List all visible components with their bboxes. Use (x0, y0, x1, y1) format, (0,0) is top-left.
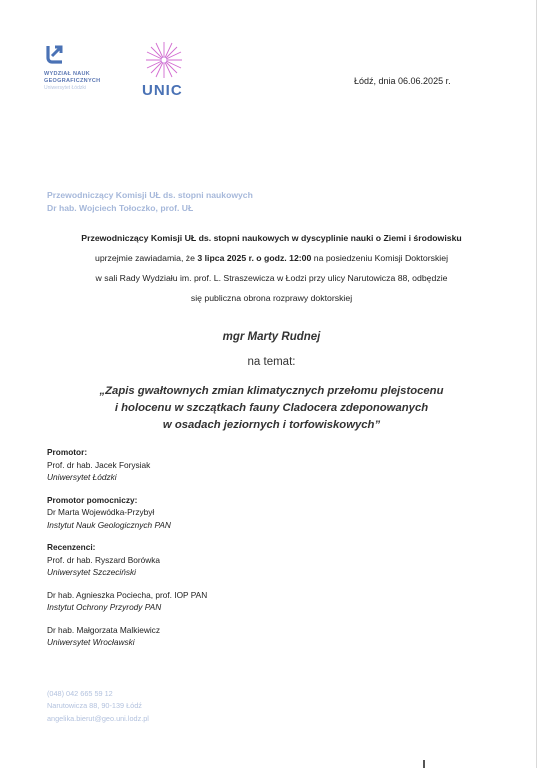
committee-list (47, 446, 207, 659)
promotor-role: Promotor: (47, 447, 88, 457)
subject-label: na temat: (247, 356, 296, 368)
assistant-promotor-role: Promotor pomocniczy: (47, 494, 138, 505)
recipient-line-1: Przewodniczący Komisji UŁ ds. stopni naukowych (47, 190, 253, 200)
reviewer-name: Prof. dr hab. Ryszard Borówka (47, 554, 160, 565)
promotor-institution: Uniwersytet Łódzki (47, 472, 117, 482)
contact-footer (47, 688, 149, 725)
faculty-logo (44, 43, 124, 91)
announcement-line-2c: na posiedzeniu Komisji Doktorskiej (311, 253, 448, 263)
assistant-promotor-institution: Instytut Nauk Geologicznych PAN (47, 519, 171, 530)
announcement-line-2 (20, 248, 523, 268)
reviewer-institution: Uniwersytet Wrocławski (47, 637, 135, 647)
announcement-line-2a: uprzejmie zawiadamia, że (95, 253, 198, 263)
reviewers-role: Recenzenci: (47, 542, 96, 552)
faculty-logo-text-3: Uniwersytet Łódzki (44, 85, 86, 91)
faculty-logo-text-1: WYDZIAŁ NAUK (44, 71, 91, 77)
announcement-text (20, 228, 523, 308)
unic-logo-text: UNIC (142, 82, 183, 99)
recipient-block (47, 189, 253, 215)
reviewer-institution: Instytut Ochrony Przyrody PAN (47, 602, 162, 612)
reviewer-name: Dr hab. Małgorzata Malkiewicz (47, 624, 160, 635)
contact-email: angelika.bierut@geo.uni.lodz.pl (47, 713, 149, 723)
reviewer-group-3 (47, 624, 207, 649)
unic-star-icon (144, 40, 184, 80)
title-line-2: i holocenu w szczątkach fauny Cladocera zdeponowanych (114, 402, 429, 414)
reviewer-name: Dr hab. Agnieszka Pociecha, prof. IOP PAN (47, 589, 208, 600)
promotor-name: Prof. dr hab. Jacek Forysiak (47, 459, 151, 470)
announcement-line-3: w sali Rady Wydziału im. prof. L. Straszewicza w Łodzi przy ulicy Narutowicza 88, odbędzie (95, 273, 448, 283)
title-line-3: w osadach jeziornych i torfowiskowych” (162, 419, 381, 431)
assistant-promotor-group (47, 494, 207, 532)
announcement-line-4: się publiczna obrona rozprawy doktorskiej (190, 293, 353, 303)
faculty-logo-text-2: GEOGRAFICZNYCH (44, 78, 101, 84)
announcement-line-1: Przewodniczący Komisji UŁ ds. stopni naukowych w dyscyplinie nauki o Ziemi i środowisku (81, 233, 462, 243)
page-edge-line (536, 0, 537, 768)
candidate-name: mgr Marty Rudnej (222, 331, 321, 343)
contact-phone: (048) 042 665 59 12 (47, 689, 113, 698)
faculty-logo-icon (44, 43, 66, 65)
promotor-group (47, 446, 207, 484)
document-date: Łódź, dnia 06.06.2025 r. (354, 76, 451, 86)
dissertation-title (24, 383, 519, 434)
reviewer-institution: Uniwersytet Szczeciński (47, 567, 136, 577)
recipient-line-2: Dr hab. Wojciech Tołoczko, prof. UŁ (47, 203, 194, 213)
defense-datetime: 3 lipca 2025 r. o godz. 12:00 (197, 253, 312, 263)
reviewer-group-2 (47, 589, 207, 614)
scan-mark (423, 760, 425, 768)
assistant-promotor-name: Dr Marta Wojewódka-Przybył (47, 507, 155, 517)
unic-logo (142, 40, 188, 98)
contact-address: Narutowicza 88, 90-139 Łódź (47, 701, 142, 711)
reviewer-group-1 (47, 541, 207, 579)
title-line-1: „Zapis gwałtownych zmian klimatycznych przełomu plejstocenu (99, 385, 444, 397)
